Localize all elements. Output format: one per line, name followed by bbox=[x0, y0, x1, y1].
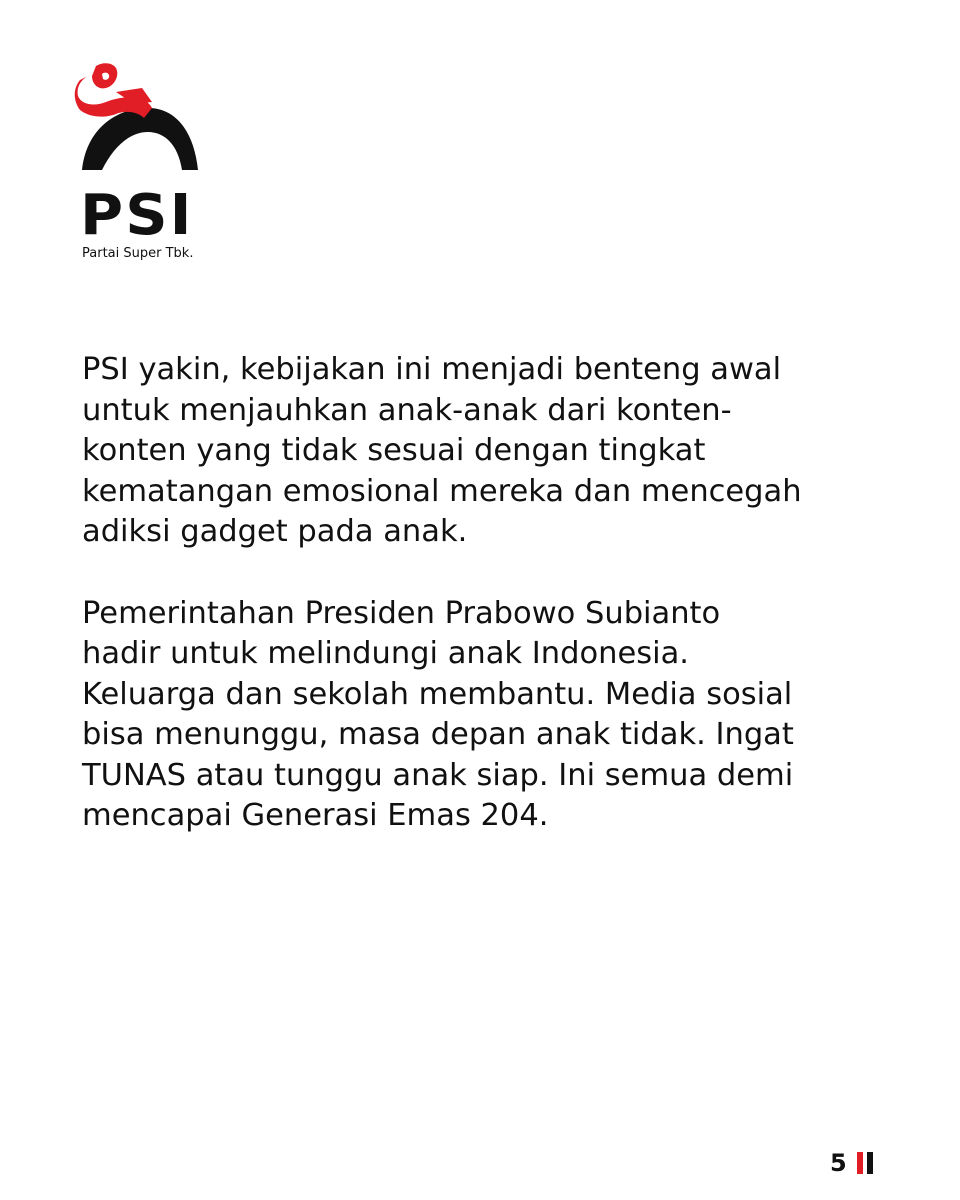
text-line: untuk menjauhkan anak-anak dari konten- bbox=[82, 392, 732, 428]
text-line: Pemerintahan Presiden Prabowo Subianto bbox=[82, 595, 721, 631]
page-bar-red bbox=[857, 1152, 863, 1174]
text-line: PSI yakin, kebijakan ini menjadi benteng awal bbox=[82, 352, 782, 387]
text-line: hadir untuk melindungi anak Indonesia. bbox=[82, 636, 689, 671]
text-line: Keluarga dan sekolah membantu. Media sosial bbox=[82, 676, 793, 712]
logo-wordmark: PSI bbox=[80, 183, 194, 248]
text-line: bisa menunggu, masa depan anak tidak. Ingat bbox=[82, 717, 794, 752]
logo-tagline: Partai Super Tbk. bbox=[82, 246, 194, 261]
psi-logo bbox=[72, 62, 212, 262]
page-number: 5 bbox=[830, 1149, 847, 1177]
body-text bbox=[82, 350, 902, 837]
text-line: konten yang tidak sesuai dengan tingkat bbox=[82, 433, 706, 468]
text-line: TUNAS atau tunggu anak siap. Ini semua demi bbox=[82, 757, 794, 793]
elephant-head-icon bbox=[72, 62, 212, 192]
page-bar-black bbox=[867, 1152, 873, 1174]
paragraph-2 bbox=[82, 594, 902, 837]
text-line: kematangan emosional mereka dan mencegah bbox=[82, 473, 802, 509]
page-indicator bbox=[830, 1148, 873, 1178]
paragraph-1 bbox=[82, 350, 902, 553]
text-line: mencapai Generasi Emas 204. bbox=[82, 798, 549, 833]
text-line: adiksi gadget pada anak. bbox=[82, 514, 468, 549]
